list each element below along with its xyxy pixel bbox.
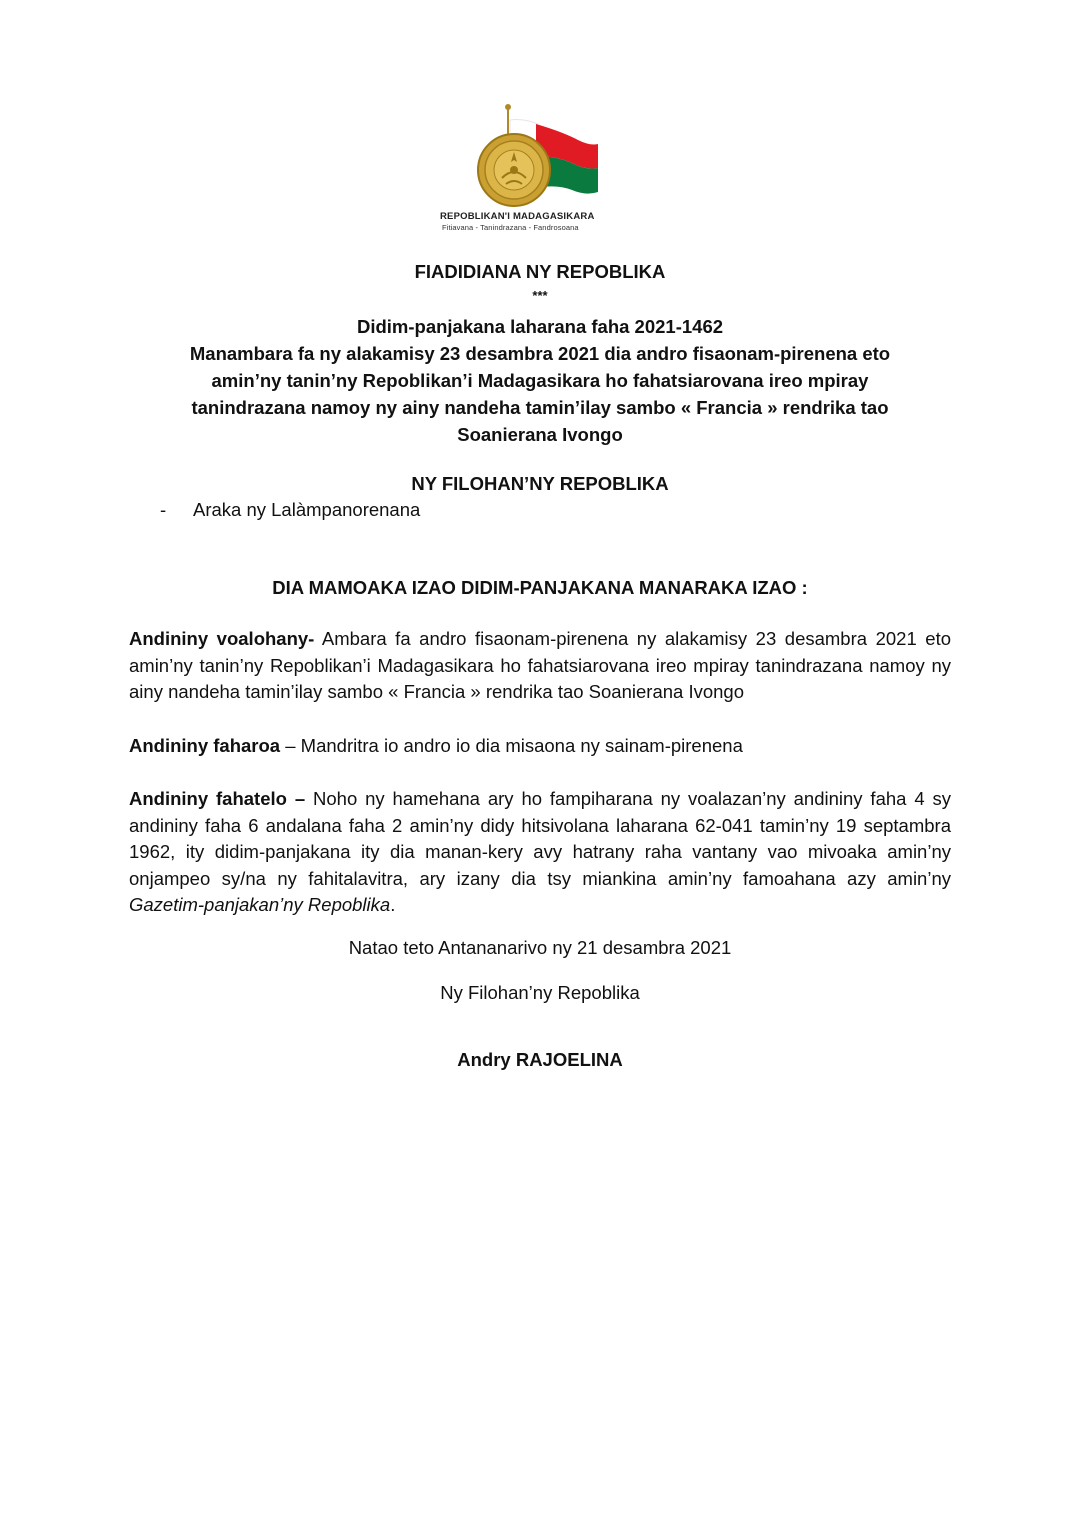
- gazette-name: Gazetim-panjakan’ny Repoblika: [129, 894, 391, 915]
- president-heading: NY FILOHAN’NY REPOBLIKA: [411, 473, 669, 494]
- decree-title: [150, 313, 930, 448]
- coat-of-arms-logo: [440, 100, 640, 240]
- decree-title-line: tanindrazana namoy ny ainy nandeha tamin’ilay sambo « Francia » rendrika tao: [191, 397, 889, 418]
- bullet-dash: -: [160, 499, 167, 520]
- decrees-heading: DIA MAMOAKA IZAO DIDIM-PANJAKANA MANARAKA IZAO :: [272, 577, 808, 598]
- logo-country-name: REPOBLIKAN'I MADAGASIKARA: [440, 211, 595, 222]
- decree-title-line: Manambara fa ny alakamisy 23 desambra 2021 dia andro fisaonam-pirenena eto: [189, 343, 891, 364]
- logo-motto: Fitiavana - Tanindrazana - Fandrosoana: [442, 223, 579, 232]
- decree-title-line: Soanierana Ivongo: [457, 424, 623, 445]
- place-date: Natao teto Antananarivo ny 21 desambra 2021: [348, 937, 732, 958]
- article-label: Andininy voalohany-: [129, 628, 315, 649]
- signatory-role: Ny Filohan’ny Repoblika: [440, 982, 640, 1003]
- decree-number: Didim-panjakana laharana faha 2021-1462: [356, 316, 724, 337]
- article-text: Noho ny hamehana ary ho fampiharana ny voalazan’ny andininy faha 4 sy andininy faha 6 andalana faha 2 amin’ny didy hitsivolana laharana 62-041 tamin’ny 19 septambra 1962, ity didim-panjakana ity dia manan-kery avy hatrany raha vantany vao mivoaka amin’ny onjampeo sy/na ny fahitalavitra, ary izany dia tsy miankina amin’ny famoahana azy amin’ny: [129, 788, 951, 889]
- article-end: .: [390, 894, 396, 915]
- heading-separator: ***: [532, 288, 548, 303]
- article-label: Andininy fahatelo –: [129, 788, 306, 809]
- article-3: [129, 786, 951, 919]
- article-label: Andininy faharoa: [129, 735, 281, 756]
- article-text: – Mandritra io andro io dia misaona ny sainam-pirenena: [280, 735, 743, 756]
- seal-and-flag-icon: [468, 100, 608, 212]
- signatory-name: Andry RAJOELINA: [457, 1049, 623, 1070]
- article-1: [129, 626, 951, 706]
- institution-heading: FIADIDIANA NY REPOBLIKA: [414, 261, 666, 282]
- article-text: Ambara fa andro fisaonam-pirenena ny alakamisy 23 desambra 2021 eto amin’ny tanin’ny Repoblikan’i Madagasikara ho fahatsiarovana ireo mpiray tanindrazana namoy ny ainy nandeha tamin’ilay sambo « Francia » rendrika tao Soanierana Ivongo: [129, 628, 951, 702]
- article-2: [129, 733, 951, 760]
- decree-title-line: amin’ny tanin’ny Repoblikan’i Madagasikara ho fahatsiarovana ireo mpiray: [211, 370, 869, 391]
- preamble-text: Araka ny Lalàmpanorenana: [193, 499, 421, 520]
